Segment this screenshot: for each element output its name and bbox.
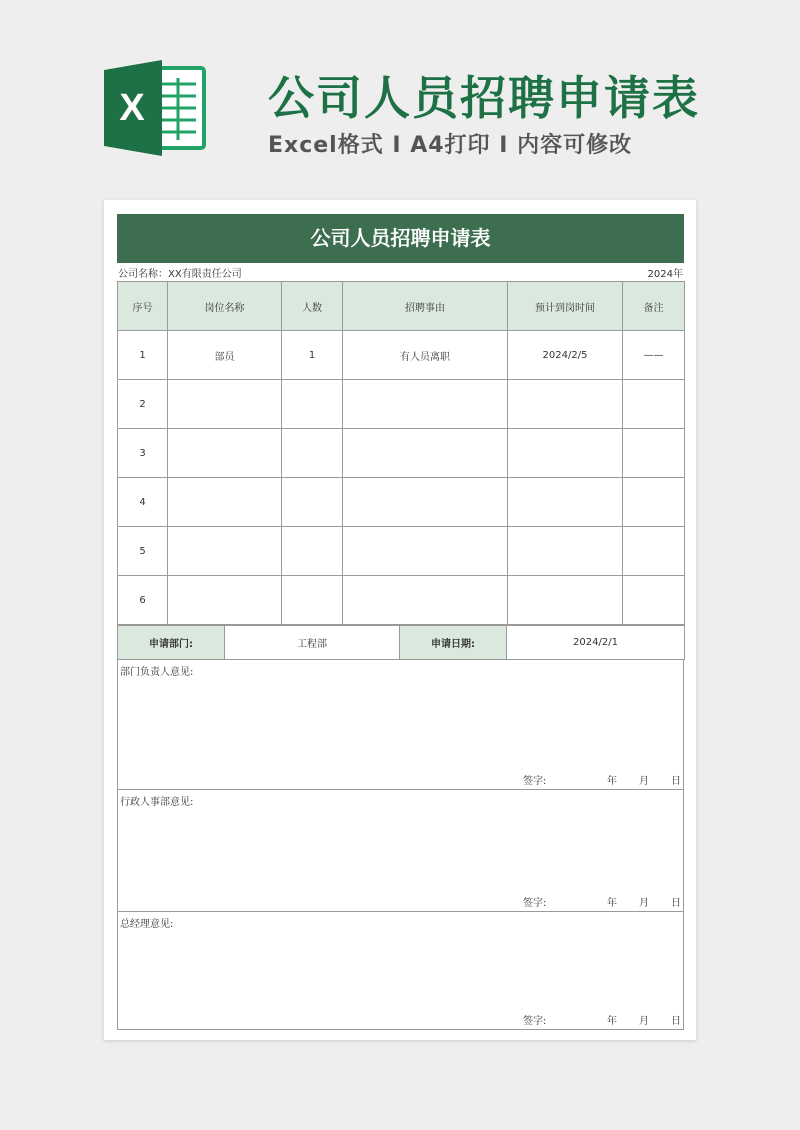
sign-label: 签字: — [523, 1016, 547, 1027]
dept-label: 申请部门: — [118, 626, 225, 660]
table-cell[interactable] — [168, 429, 282, 478]
table-cell[interactable] — [343, 429, 508, 478]
table-cell[interactable] — [168, 576, 282, 625]
opinion-title: 行政人事部意见: — [120, 797, 194, 808]
application-info-row — [117, 625, 685, 660]
table-cell[interactable] — [343, 576, 508, 625]
column-header: 预计到岗时间 — [508, 282, 623, 331]
day-mark: 日 — [671, 1016, 681, 1027]
table-cell[interactable] — [623, 527, 685, 576]
year-mark: 年 — [607, 776, 617, 787]
signature-line — [523, 772, 681, 787]
recruitment-table — [117, 281, 685, 625]
table-cell[interactable] — [282, 527, 343, 576]
table-row — [118, 380, 685, 429]
month-mark: 月 — [639, 898, 649, 909]
table-cell[interactable] — [168, 527, 282, 576]
table-cell[interactable]: 1 — [118, 331, 168, 380]
excel-logo-icon — [104, 60, 208, 156]
table-cell[interactable]: 2024/2/5 — [508, 331, 623, 380]
table-cell[interactable] — [623, 429, 685, 478]
table-cell[interactable]: 6 — [118, 576, 168, 625]
month-mark: 月 — [639, 1016, 649, 1027]
date-value[interactable]: 2024/2/1 — [507, 626, 685, 660]
table-cell[interactable] — [508, 380, 623, 429]
month-mark: 月 — [639, 776, 649, 787]
signature-line — [523, 894, 681, 909]
document-page — [104, 200, 696, 1040]
table-cell[interactable] — [623, 576, 685, 625]
table-cell[interactable] — [508, 527, 623, 576]
date-label: 申请日期: — [400, 626, 507, 660]
table-cell[interactable]: 部员 — [168, 331, 282, 380]
day-mark: 日 — [671, 776, 681, 787]
dept-head-opinion[interactable] — [117, 660, 684, 790]
opinion-title: 部门负责人意见: — [120, 667, 194, 678]
table-row — [118, 478, 685, 527]
meta-row — [117, 263, 684, 281]
table-cell[interactable]: —— — [623, 331, 685, 380]
table-cell[interactable] — [623, 478, 685, 527]
gm-opinion[interactable] — [117, 912, 684, 1030]
spreadsheet — [117, 214, 684, 1030]
table-cell[interactable]: 5 — [118, 527, 168, 576]
table-cell[interactable] — [168, 380, 282, 429]
table-cell[interactable]: 3 — [118, 429, 168, 478]
day-mark: 日 — [671, 898, 681, 909]
page-title: 公司人员招聘申请表 — [268, 71, 700, 125]
sheet-title: 公司人员招聘申请表 — [117, 214, 684, 263]
table-cell[interactable] — [282, 576, 343, 625]
signature-line — [523, 1012, 681, 1027]
company-name: 公司名称：XX有限责任公司 — [118, 268, 242, 280]
table-cell[interactable]: 4 — [118, 478, 168, 527]
page-subtitle: Excel格式 I A4打印 I 内容可修改 — [268, 133, 633, 158]
column-header: 序号 — [118, 282, 168, 331]
table-cell[interactable]: 有人员离职 — [343, 331, 508, 380]
table-cell[interactable]: 1 — [282, 331, 343, 380]
column-header: 招聘事由 — [343, 282, 508, 331]
table-row — [118, 527, 685, 576]
table-cell[interactable] — [282, 478, 343, 527]
table-cell[interactable] — [168, 478, 282, 527]
table-cell[interactable] — [508, 478, 623, 527]
table-cell[interactable] — [508, 429, 623, 478]
sign-label: 签字: — [523, 898, 547, 909]
logo-letter: X — [119, 87, 145, 129]
column-header: 岗位名称 — [168, 282, 282, 331]
hr-dept-opinion[interactable] — [117, 790, 684, 912]
column-header: 人数 — [282, 282, 343, 331]
table-cell[interactable] — [623, 380, 685, 429]
dept-value[interactable]: 工程部 — [225, 626, 400, 660]
year-mark: 年 — [607, 1016, 617, 1027]
table-cell[interactable] — [343, 478, 508, 527]
table-cell[interactable]: 2 — [118, 380, 168, 429]
column-header: 备注 — [623, 282, 685, 331]
table-cell[interactable] — [343, 380, 508, 429]
opinion-title: 总经理意见: — [120, 919, 174, 930]
table-row — [118, 331, 685, 380]
table-header-row — [118, 282, 685, 331]
table-cell[interactable] — [343, 527, 508, 576]
year-label: 2024年 — [647, 268, 683, 280]
table-cell[interactable] — [508, 576, 623, 625]
year-mark: 年 — [607, 898, 617, 909]
table-cell[interactable] — [282, 380, 343, 429]
table-cell[interactable] — [282, 429, 343, 478]
sign-label: 签字: — [523, 776, 547, 787]
table-row — [118, 429, 685, 478]
table-row — [118, 576, 685, 625]
